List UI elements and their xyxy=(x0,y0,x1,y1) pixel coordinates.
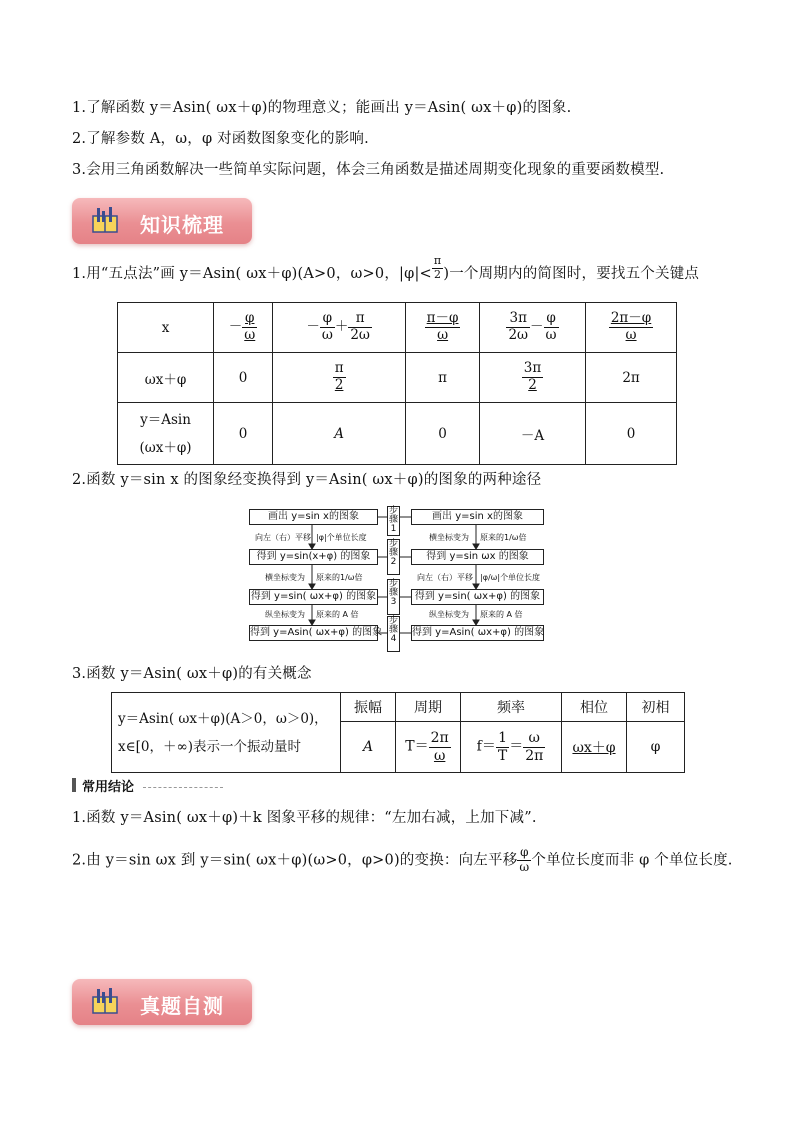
left-label-2a: 横坐标变为 xyxy=(265,573,305,582)
y-cell-2: A xyxy=(273,403,406,465)
x-cell-3: $\frac{\pi-\varphi}{\omega}$ xyxy=(406,303,480,353)
flow-right-3: 得到 y=sin( ωx+φ) 的图象 xyxy=(411,589,544,605)
left-label-2b: 原来的1/ω倍 xyxy=(316,573,363,582)
flow-left-2: 得到 y=sin(x+φ) 的图象 xyxy=(249,549,378,565)
right-label-1b: 原来的1/ω倍 xyxy=(480,533,527,542)
section-banner-exam xyxy=(72,979,252,1025)
header-phase: 相位 xyxy=(562,693,627,722)
row-label-x: x xyxy=(118,303,214,353)
right-label-3a: 纵坐标变为 xyxy=(429,610,469,619)
flow-left-1: 画出 y=sin x的图象 xyxy=(249,509,378,525)
transform-flowchart xyxy=(247,506,547,646)
header-period: 周期 xyxy=(396,693,461,722)
y-cell-4: －A xyxy=(479,403,585,465)
two: 2 xyxy=(434,267,442,281)
flow-left-3: 得到 y=sin( ωx+φ) 的图象 xyxy=(249,589,378,605)
objective-2: 2.了解参数 A，ω，φ 对函数图象变化的影响. xyxy=(72,131,369,147)
period-value: T＝ $\frac{2\pi}{\omega}$ xyxy=(396,722,461,773)
right-label-2a: 向左（右）平移 xyxy=(417,573,473,582)
frequency-value: f＝ $\frac{1}{T}$ ＝ $\frac{\omega}{2\pi}$ xyxy=(461,722,562,773)
x-cell-1: － $\frac{\varphi}{\omega}$ xyxy=(214,303,273,353)
item-2: 2.函数 y＝sin x 的图象经变换得到 y＝Asin( ωx＋φ)的图象的两种途径 xyxy=(72,472,542,488)
section-banner-knowledge xyxy=(72,198,252,244)
phase-cell-4: $\frac{3\pi}{2}$ xyxy=(479,353,585,403)
step-3: 步骤3 xyxy=(387,579,400,615)
concept-desc: y＝Asin( ωx＋φ)(A＞0，ω＞0)， x∈[0，＋∞)表示一个振动量时 xyxy=(112,693,341,773)
step-2: 步骤2 xyxy=(387,539,400,575)
right-label-1a: 横坐标变为 xyxy=(429,533,469,542)
concept-table xyxy=(111,692,685,773)
phase-cell-2: $\frac{\pi}{2}$ xyxy=(273,353,406,403)
right-label-2b: |φ/ω|个单位长度 xyxy=(480,573,541,582)
book-icon xyxy=(90,987,120,1017)
y-cell-5: 0 xyxy=(586,403,677,465)
left-label-1b: |φ|个单位长度 xyxy=(316,533,367,542)
step-4: 步骤4 xyxy=(387,616,400,652)
amplitude-value: A xyxy=(341,722,396,773)
phase-cell-5: 2π xyxy=(586,353,677,403)
header-frequency: 频率 xyxy=(461,693,562,722)
left-label-3b: 原来的 A 倍 xyxy=(316,610,359,619)
flow-right-4: 得到 y=Asin( ωx+φ) 的图象 xyxy=(411,625,544,641)
item-3: 3.函数 y＝Asin( ωx＋φ)的有关概念 xyxy=(72,666,312,682)
x-cell-4: $\frac{3\pi}{2\omega}$ － $\frac{\varphi}{\omega}$ xyxy=(479,303,585,353)
phase-cell-3: π xyxy=(406,353,480,403)
conclusion-1: 1.函数 y＝Asin( ωx＋φ)＋k 图象平移的规律：“左加右减，上加下减”. xyxy=(72,810,537,826)
five-point-table xyxy=(117,302,677,465)
phase-value: ωx＋φ xyxy=(562,722,627,773)
book-icon xyxy=(90,206,120,236)
pi: π xyxy=(433,253,442,267)
conclusion-2: 2.由 y＝sin ωx 到 y＝sin( ωx＋φ)(ω>0，φ>0)的变换：向左平移 $\frac{\varphi}{\omega}$ 个单位长度而非 φ 个单位长度. xyxy=(72,845,733,874)
item-1 xyxy=(72,253,700,283)
banner-title: 真题自测 xyxy=(140,994,224,1018)
objective-3: 3.会用三角函数解决一些简单实际问题，体会三角函数是描述周期变化现象的重要函数模型. xyxy=(72,162,665,178)
header-initial-phase: 初相 xyxy=(627,693,685,722)
y-cell-1: 0 xyxy=(214,403,273,465)
initial-phase-value: φ xyxy=(627,722,685,773)
step-1: 步骤1 xyxy=(388,506,398,534)
objective-1: 1.了解函数 y＝Asin( ωx＋φ)的物理意义；能画出 y＝Asin( ωx＋φ)的图象. xyxy=(72,100,572,116)
flow-left-4: 得到 y=Asin( ωx+φ) 的图象 xyxy=(249,625,378,641)
left-label-3a: 纵坐标变为 xyxy=(265,610,305,619)
x-cell-5: $\frac{2\pi-\varphi}{\omega}$ xyxy=(586,303,677,353)
left-label-1a: 向左（右）平移 xyxy=(255,533,311,542)
flow-right-2: 得到 y=sin ωx 的图象 xyxy=(411,549,544,565)
common-conclusions-heading: 常用结论 xyxy=(72,776,223,795)
header-amplitude: 振幅 xyxy=(341,693,396,722)
right-label-3b: 原来的 A 倍 xyxy=(480,610,523,619)
row-label-y: y＝Asin (ωx＋φ) xyxy=(118,403,214,465)
x-cell-2: － $\frac{\varphi}{\omega}$ ＋ $\frac{\pi}{2\omega}$ xyxy=(273,303,406,353)
y-cell-3: 0 xyxy=(406,403,480,465)
phase-cell-1: 0 xyxy=(214,353,273,403)
flow-right-1: 画出 y=sin x的图象 xyxy=(411,509,544,525)
banner-title: 知识梳理 xyxy=(140,213,224,237)
item-1-suffix: )一个周期内的简图时，要找五个关键点 xyxy=(443,266,700,282)
item-1-prefix: 1.用“五点法”画 y＝Asin( ωx＋φ)(A>0，ω>0，|φ|< xyxy=(72,266,432,282)
row-label-phase: ωx＋φ xyxy=(118,353,214,403)
